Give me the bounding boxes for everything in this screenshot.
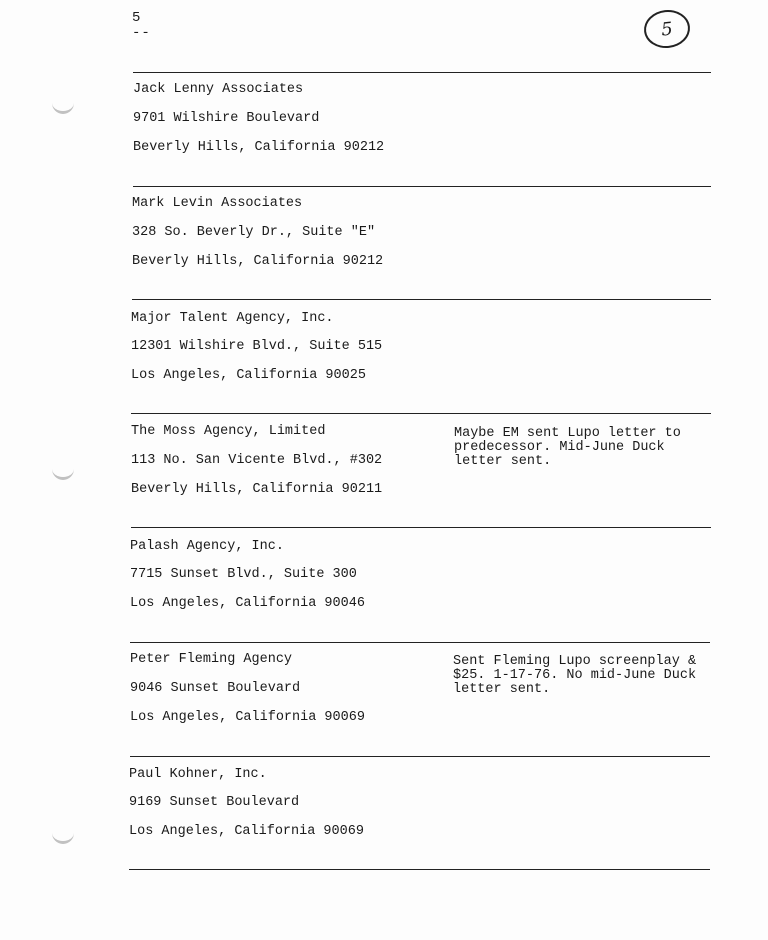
agency-name: Major Talent Agency, Inc. [131,311,334,326]
punch-hole [52,100,74,114]
agency-name: The Moss Agency, Limited [131,424,326,439]
agency-address: 9046 Sunset Boulevard [130,681,301,696]
agency-name: Mark Levin Associates [132,196,303,211]
agency-address: 328 So. Beverly Dr., Suite "E" [132,225,376,240]
punch-hole [52,830,74,844]
agency-address: 9169 Sunset Boulevard [129,795,300,810]
agency-address: 113 No. San Vicente Blvd., #302 [131,453,383,468]
agency-city: Beverly Hills, California 90211 [131,482,383,497]
agency-city: Beverly Hills, California 90212 [133,140,385,155]
agency-city: Los Angeles, California 90025 [131,368,366,383]
agency-city: Beverly Hills, California 90212 [132,254,384,269]
agency-city: Los Angeles, California 90046 [130,596,365,611]
divider-rule [133,186,711,187]
divider-rule [132,299,711,300]
divider-rule [133,72,711,73]
agency-address: 7715 Sunset Blvd., Suite 300 [130,567,357,582]
agency-city: Los Angeles, California 90069 [129,824,364,839]
agency-name: Peter Fleming Agency [130,652,293,667]
handwritten-note: Sent Fleming Lupo screenplay & $25. 1-17-76. No mid-June Duck letter sent. [453,654,697,697]
page-number: 5 [132,10,141,26]
agency-address: 9701 Wilshire Boulevard [133,111,320,126]
agency-name: Palash Agency, Inc. [130,539,284,554]
divider-rule [130,756,710,757]
agency-address: 12301 Wilshire Blvd., Suite 515 [131,339,383,354]
circled-page-number: 5 [642,8,692,51]
divider-rule [129,869,710,870]
punch-hole [52,466,74,480]
divider-rule [131,413,711,414]
agency-city: Los Angeles, California 90069 [130,710,365,725]
divider-rule [131,527,711,528]
handwritten-note: Maybe EM sent Lupo letter to predecessor. Mid-June Duck letter sent. [454,426,681,469]
page-number-underline: -- [132,25,151,41]
agency-name: Jack Lenny Associates [133,82,304,97]
divider-rule [130,642,710,643]
agency-name: Paul Kohner, Inc. [129,767,267,782]
